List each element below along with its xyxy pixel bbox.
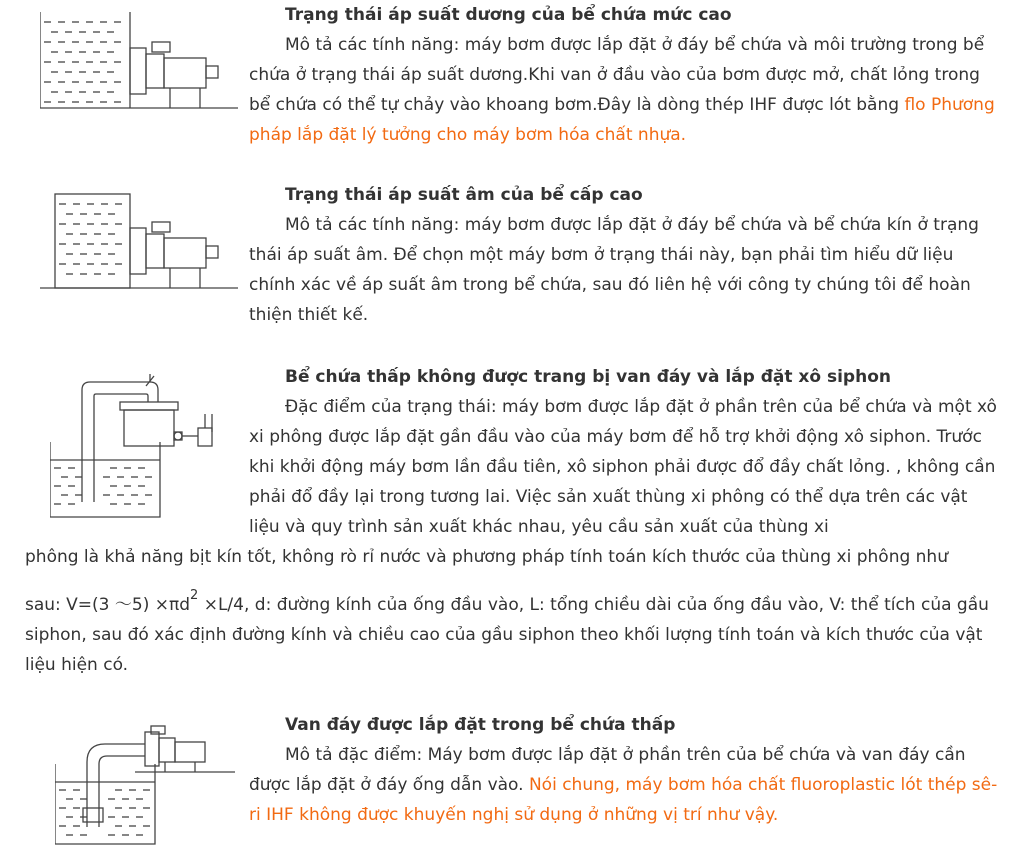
section-1-body-text: Mô tả các tính năng: máy bơm được lắp đặt ở đáy bể chứa và môi trường trong bể chứa ở trạng thái áp suất dương.Khi van ở đầu vào của bơm được mở, chất lỏng trong bể chứa có thể tự chảy vào khoang bơm.Đây là dòng thép IHF được lót bằng: [249, 35, 985, 115]
formula-suffix: ×L/4, d: đường kính của ống đầu vào, L: tổng chiều dài của ống đầu vào, V: thể tích của gầu siphon, sau đó xác định đường kính và chiều cao của gầu siphon theo khối lượng tính toán và kích thước của vật liệu hiện có.: [25, 595, 989, 675]
formula-prefix: sau: V=(3 ～5) ×πd: [25, 595, 191, 615]
section-2-title: Trạng thái áp suất âm của bể cấp cao: [285, 185, 643, 205]
section-4-title: Van đáy được lắp đặt trong bể chứa thấp: [285, 715, 676, 735]
section-4-body-text: Mô tả đặc điểm: Máy bơm được lắp đặt ở phần trên của bể chứa và van đáy cần được lắp đặt ở đáy ống dẫn vào.: [249, 745, 966, 795]
section-3-continuation: phông là khả năng bịt kín tốt, không rò rỉ nước và phương pháp tính toán kích thước của thùng xi phông như: [25, 547, 948, 567]
diagram-low-tank-bottom-valve: [55, 722, 245, 847]
section-3-formula: [25, 590, 1000, 680]
formula-exponent: 2: [190, 588, 199, 604]
section-4-highlight: Nói chung, máy bơm hóa chất fluoroplastic lót thép sê-ri IHF không được khuyến nghị sử dụng ở những vị trí như vậy.: [249, 775, 998, 825]
section-2-body: Mô tả các tính năng: máy bơm được lắp đặt ở đáy bể chứa và bể chứa kín ở trạng thái áp suất âm. Để chọn một máy bơm ở trạng thái này, bạn phải tìm hiểu dữ liệu chính xác về áp suất âm trong bể chứa, sau đó liên hệ với công ty chúng tôi để hoàn thiện thiết kế.: [249, 215, 979, 325]
diagram-siphon-bucket: [50, 372, 240, 522]
section-1-title: Trạng thái áp suất dương của bể chứa mức cao: [285, 5, 732, 25]
section-4-body: [249, 740, 1001, 830]
section-1-highlight: flo Phương pháp lắp đặt lý tưởng cho máy bơm hóa chất nhựa.: [249, 95, 995, 145]
section-3-body: Đặc điểm của trạng thái: máy bơm được lắp đặt ở phần trên của bể chứa và một xô xi phông được lắp đặt gần đầu vào của máy bơm để hỗ trợ khởi động xô siphon. Trước khi khởi động máy bơm lần đầu tiên, xô siphon phải được đổ đầy chất lỏng. , không cần phải đổ đầy lại trong tương lai. Việc sản xuất thùng xi phông có thể dựa trên các vật liệu và quy trình sản xuất khác nhau, yêu cầu sản xuất của thùng xi: [249, 397, 997, 537]
diagram-high-tank-positive-pressure: [40, 12, 240, 110]
section-3-title: Bể chứa thấp không được trang bị van đáy và lắp đặt xô siphon: [285, 367, 891, 387]
diagram-high-tank-negative-pressure: [40, 192, 240, 290]
section-1-body: [249, 30, 1001, 150]
